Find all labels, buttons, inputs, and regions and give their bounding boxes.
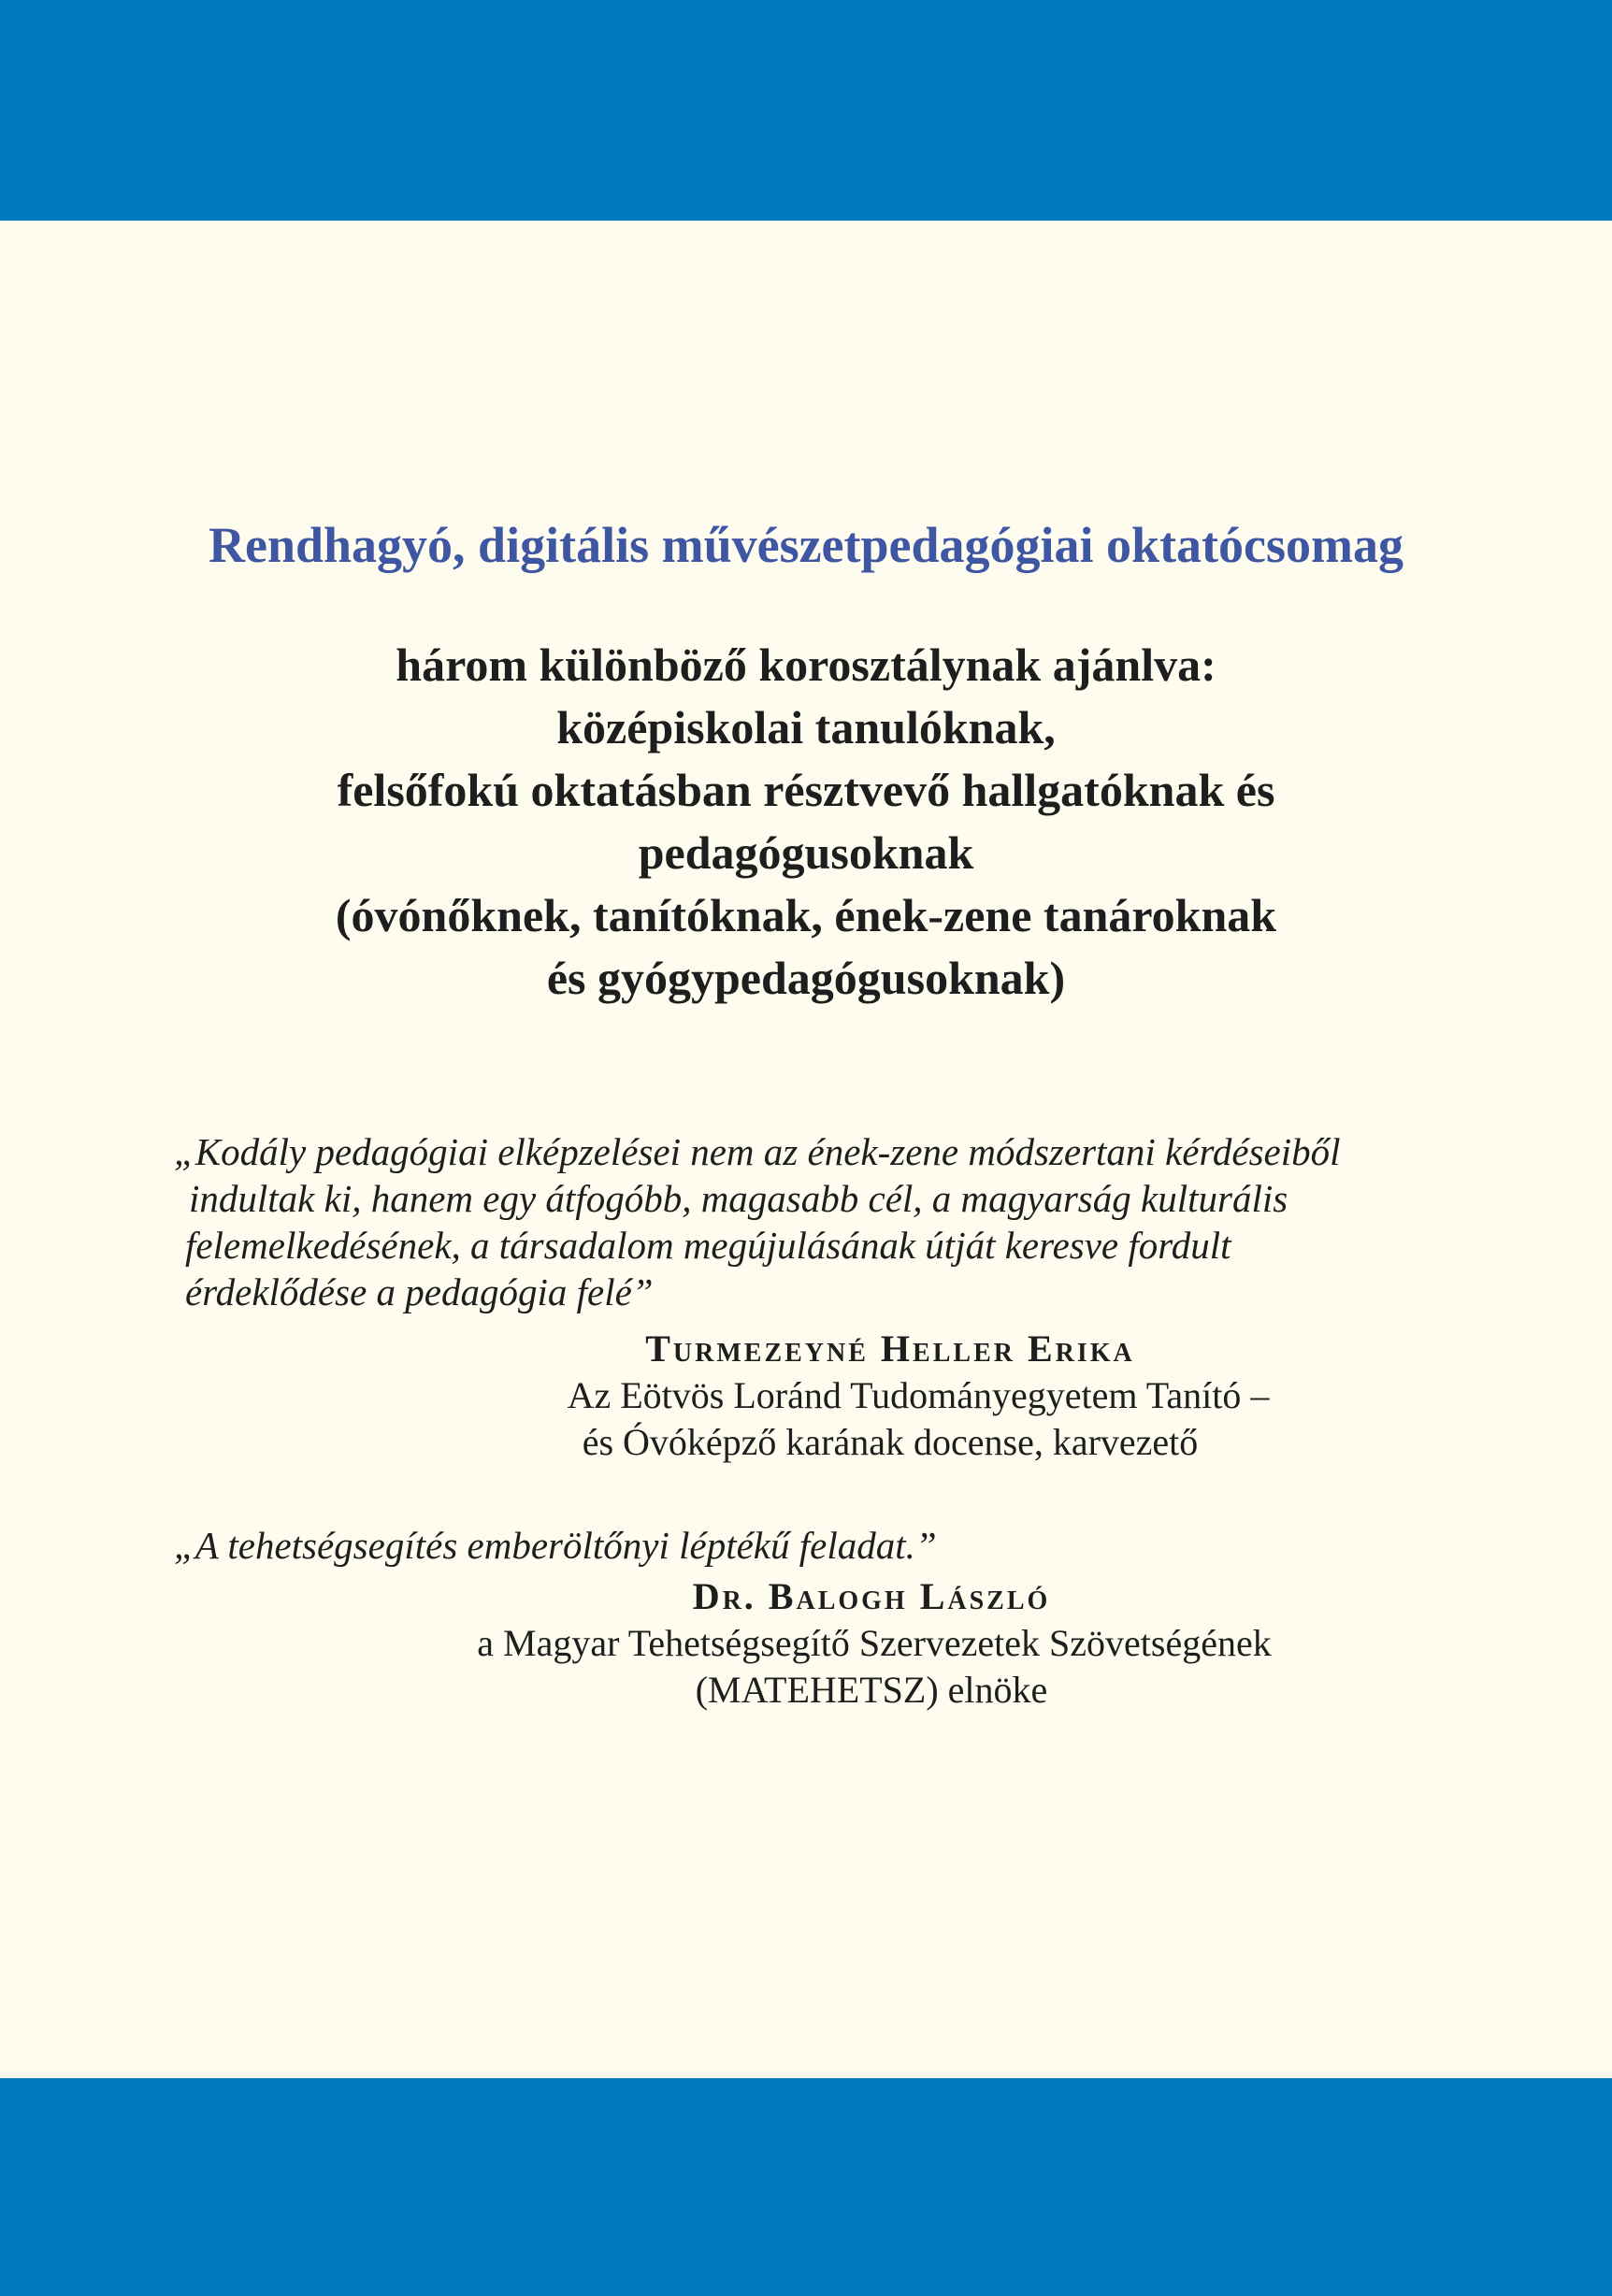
author-name: Turmezeyné Heller Erika bbox=[645, 1327, 1135, 1370]
audience-line: felsőfokú oktatásban résztvevő hallgatóknak és bbox=[337, 764, 1275, 816]
quote-line: „Kodály pedagógiai elképzelései nem az ének-zene módszertani kérdéseiből bbox=[174, 1130, 1341, 1173]
document-title: Rendhagyó, digitális művészetpedagógiai oktatócsomag bbox=[208, 517, 1404, 573]
audience-line: (óvónőknek, tanítóknak, ének-zene tanároknak bbox=[335, 889, 1277, 941]
top-color-band bbox=[0, 0, 1612, 221]
quote-line: indultak ki, hanem egy átfogóbb, magasabb cél, a magyarság kulturális bbox=[189, 1177, 1288, 1220]
bottom-color-band bbox=[0, 2078, 1612, 2296]
quote-line: érdeklődése a pedagógia felé” bbox=[185, 1270, 654, 1313]
author-description: Az Eötvös Loránd Tudományegyetem Tanító – bbox=[567, 1374, 1270, 1416]
audience-line: és gyógypedagógusoknak) bbox=[546, 952, 1066, 1004]
quote-attribution-2 bbox=[0, 1573, 1612, 1714]
quote-line: felemelkedésének, a társadalom megújulásának útját keresve fordult bbox=[185, 1224, 1231, 1267]
quote-tehetseg: „A tehetségsegítés emberöltőnyi léptékű feladat.” bbox=[174, 1524, 937, 1567]
audience-description bbox=[0, 634, 1612, 1010]
author-name: Dr. Balogh László bbox=[692, 1575, 1051, 1617]
quote-kodaly bbox=[174, 1128, 1427, 1315]
audience-line: pedagógusoknak bbox=[638, 826, 974, 879]
author-description: a Magyar Tehetségsegítő Szervezetek Szövetségének bbox=[477, 1622, 1272, 1664]
quote-attribution-1 bbox=[0, 1326, 1612, 1466]
author-description: (MATEHETSZ) elnöke bbox=[695, 1669, 1048, 1711]
author-description: és Óvóképző karának docense, karvezető bbox=[582, 1421, 1199, 1463]
audience-line: középiskolai tanulóknak, bbox=[556, 701, 1056, 753]
audience-line: három különböző korosztálynak ajánlva: bbox=[396, 639, 1216, 691]
